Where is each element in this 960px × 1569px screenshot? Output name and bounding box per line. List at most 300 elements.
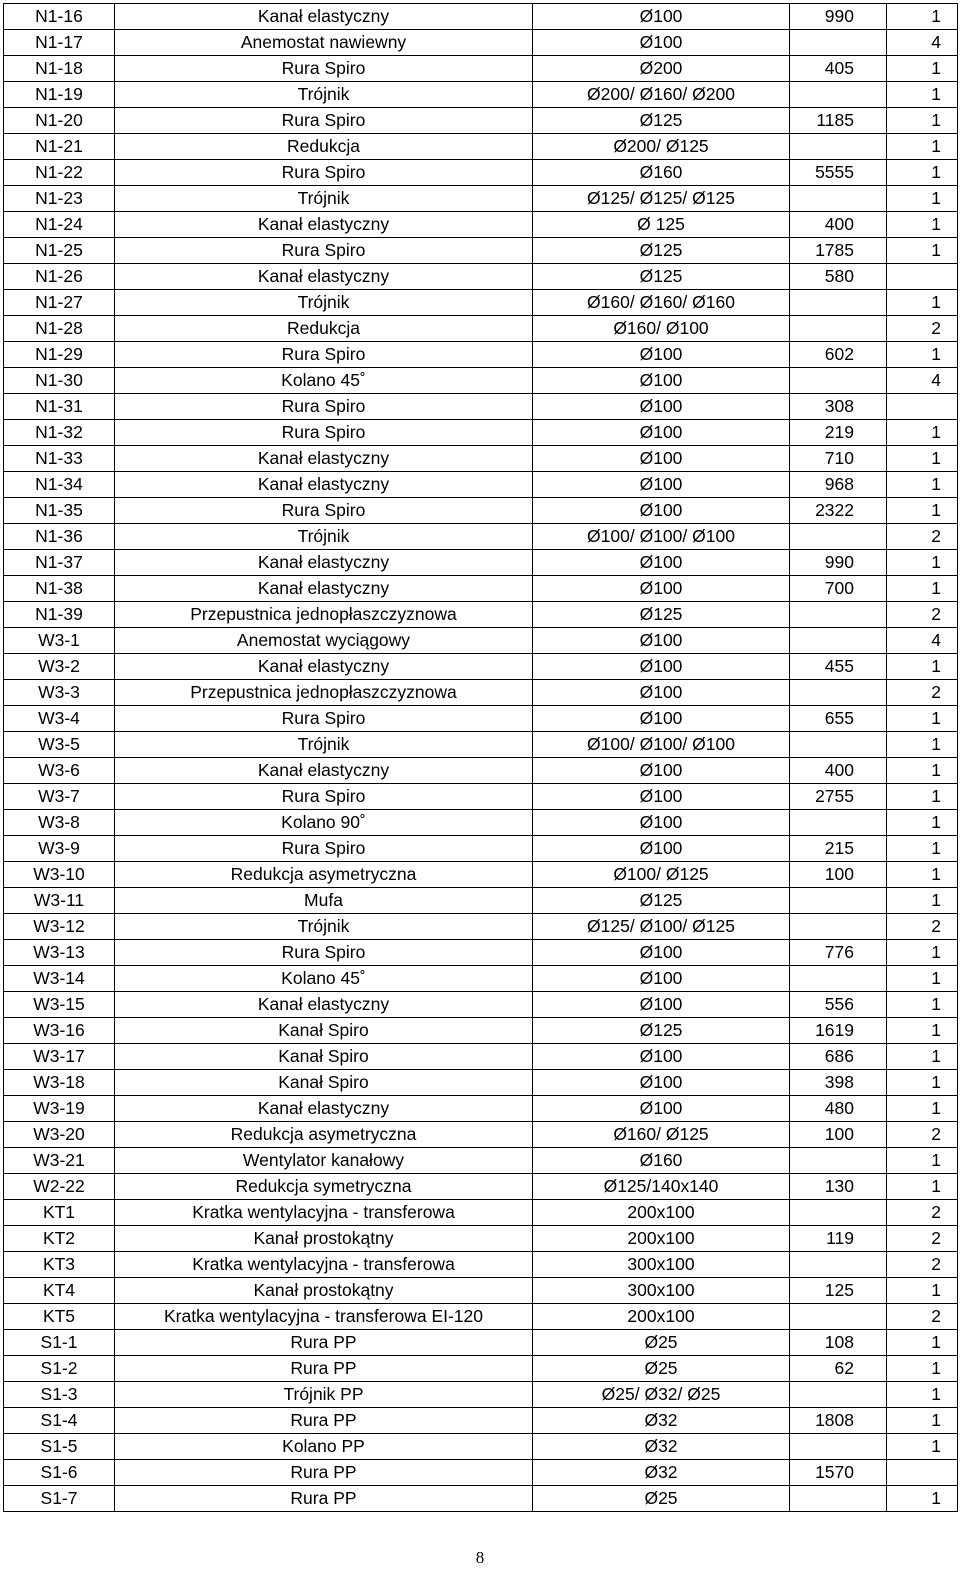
dimension-cell: Ø 125 — [533, 212, 790, 238]
table-row — [4, 1278, 958, 1304]
dimension-cell: Ø32 — [533, 1434, 790, 1460]
quantity-cell: 1 — [887, 4, 958, 30]
length-cell — [790, 1382, 887, 1408]
table-row — [4, 758, 958, 784]
dimension-cell: Ø100 — [533, 940, 790, 966]
length-cell — [790, 1304, 887, 1330]
dimension-cell: 300x100 — [533, 1278, 790, 1304]
quantity-cell: 1 — [887, 706, 958, 732]
dimension-cell: Ø100 — [533, 784, 790, 810]
length-cell — [790, 30, 887, 56]
length-cell: 480 — [790, 1096, 887, 1122]
table-row — [4, 1486, 958, 1512]
code-cell: W3-9 — [4, 836, 115, 862]
quantity-cell: 1 — [887, 758, 958, 784]
code-cell: N1-30 — [4, 368, 115, 394]
table-row — [4, 1252, 958, 1278]
dimension-cell: Ø100 — [533, 992, 790, 1018]
dimension-cell: Ø125/ Ø125/ Ø125 — [533, 186, 790, 212]
quantity-cell: 2 — [887, 1200, 958, 1226]
quantity-cell: 1 — [887, 238, 958, 264]
dimension-cell: Ø200/ Ø160/ Ø200 — [533, 82, 790, 108]
table-row — [4, 628, 958, 654]
length-cell — [790, 888, 887, 914]
table-row — [4, 1330, 958, 1356]
name-cell: Redukcja asymetryczna — [115, 862, 533, 888]
dimension-cell: Ø32 — [533, 1460, 790, 1486]
code-cell: N1-33 — [4, 446, 115, 472]
dimension-cell: Ø25 — [533, 1486, 790, 1512]
quantity-cell: 4 — [887, 30, 958, 56]
table-row — [4, 212, 958, 238]
table-row — [4, 134, 958, 160]
length-cell: 219 — [790, 420, 887, 446]
code-cell: S1-3 — [4, 1382, 115, 1408]
length-cell: 308 — [790, 394, 887, 420]
code-cell: N1-38 — [4, 576, 115, 602]
quantity-cell: 1 — [887, 1486, 958, 1512]
table-row — [4, 1356, 958, 1382]
code-cell: W3-13 — [4, 940, 115, 966]
dimension-cell: Ø100 — [533, 550, 790, 576]
length-cell — [790, 316, 887, 342]
length-cell: 119 — [790, 1226, 887, 1252]
table-row — [4, 706, 958, 732]
name-cell: Rura Spiro — [115, 706, 533, 732]
code-cell: W3-16 — [4, 1018, 115, 1044]
table-row — [4, 1434, 958, 1460]
name-cell: Przepustnica jednopłaszczyznowa — [115, 680, 533, 706]
table-row — [4, 784, 958, 810]
quantity-cell: 4 — [887, 628, 958, 654]
length-cell: 2755 — [790, 784, 887, 810]
code-cell: N1-23 — [4, 186, 115, 212]
dimension-cell: Ø125 — [533, 238, 790, 264]
table-row — [4, 394, 958, 420]
code-cell: W3-2 — [4, 654, 115, 680]
code-cell: W3-18 — [4, 1070, 115, 1096]
name-cell: Anemostat wyciągowy — [115, 628, 533, 654]
dimension-cell: Ø125 — [533, 108, 790, 134]
table-row — [4, 368, 958, 394]
code-cell: N1-28 — [4, 316, 115, 342]
table-row — [4, 1018, 958, 1044]
code-cell: N1-16 — [4, 4, 115, 30]
quantity-cell: 1 — [887, 1148, 958, 1174]
quantity-cell: 1 — [887, 1070, 958, 1096]
dimension-cell: Ø100/ Ø100/ Ø100 — [533, 732, 790, 758]
length-cell — [790, 1252, 887, 1278]
quantity-cell: 1 — [887, 576, 958, 602]
name-cell: Kratka wentylacyjna - transferowa — [115, 1200, 533, 1226]
length-cell: 968 — [790, 472, 887, 498]
name-cell: Rura Spiro — [115, 784, 533, 810]
table-row — [4, 264, 958, 290]
dimension-cell: Ø100 — [533, 810, 790, 836]
quantity-cell: 1 — [887, 160, 958, 186]
table-row — [4, 498, 958, 524]
quantity-cell — [887, 264, 958, 290]
quantity-cell: 2 — [887, 316, 958, 342]
quantity-cell: 2 — [887, 524, 958, 550]
code-cell: KT4 — [4, 1278, 115, 1304]
dimension-cell: Ø100 — [533, 30, 790, 56]
quantity-cell: 1 — [887, 446, 958, 472]
table-row — [4, 602, 958, 628]
length-cell — [790, 368, 887, 394]
dimension-cell: Ø100 — [533, 836, 790, 862]
name-cell: Trójnik — [115, 290, 533, 316]
dimension-cell: Ø160/ Ø125 — [533, 1122, 790, 1148]
table-row — [4, 30, 958, 56]
table-row — [4, 524, 958, 550]
table-row — [4, 1044, 958, 1070]
code-cell: N1-34 — [4, 472, 115, 498]
length-cell: 400 — [790, 758, 887, 784]
length-cell: 108 — [790, 1330, 887, 1356]
dimension-cell: 200x100 — [533, 1200, 790, 1226]
table-row — [4, 836, 958, 862]
quantity-cell: 2 — [887, 1304, 958, 1330]
quantity-cell: 2 — [887, 1122, 958, 1148]
dimension-cell: Ø160 — [533, 160, 790, 186]
name-cell: Rura Spiro — [115, 940, 533, 966]
name-cell: Kanał elastyczny — [115, 446, 533, 472]
length-cell — [790, 1148, 887, 1174]
table-row — [4, 732, 958, 758]
code-cell: W3-12 — [4, 914, 115, 940]
parts-table-body — [4, 4, 958, 1512]
table-row — [4, 342, 958, 368]
dimension-cell: Ø125 — [533, 264, 790, 290]
code-cell: KT2 — [4, 1226, 115, 1252]
quantity-cell: 1 — [887, 940, 958, 966]
code-cell: N1-32 — [4, 420, 115, 446]
name-cell: Kratka wentylacyjna - transferowa — [115, 1252, 533, 1278]
length-cell: 1785 — [790, 238, 887, 264]
dimension-cell: Ø100 — [533, 420, 790, 446]
name-cell: Rura PP — [115, 1486, 533, 1512]
dimension-cell: Ø100 — [533, 1070, 790, 1096]
name-cell: Kanał elastyczny — [115, 472, 533, 498]
quantity-cell: 1 — [887, 1330, 958, 1356]
name-cell: Kanał elastyczny — [115, 550, 533, 576]
length-cell — [790, 680, 887, 706]
length-cell: 455 — [790, 654, 887, 680]
code-cell: W3-8 — [4, 810, 115, 836]
name-cell: Trójnik — [115, 914, 533, 940]
name-cell: Rura Spiro — [115, 342, 533, 368]
dimension-cell: Ø25/ Ø32/ Ø25 — [533, 1382, 790, 1408]
name-cell: Kanał Spiro — [115, 1044, 533, 1070]
length-cell: 990 — [790, 4, 887, 30]
table-row — [4, 1174, 958, 1200]
name-cell: Kolano 90˚ — [115, 810, 533, 836]
quantity-cell: 1 — [887, 290, 958, 316]
length-cell: 710 — [790, 446, 887, 472]
code-cell: W3-21 — [4, 1148, 115, 1174]
code-cell: W3-17 — [4, 1044, 115, 1070]
table-row — [4, 1460, 958, 1486]
name-cell: Rura Spiro — [115, 420, 533, 446]
dimension-cell: Ø100 — [533, 342, 790, 368]
code-cell: N1-20 — [4, 108, 115, 134]
code-cell: W3-11 — [4, 888, 115, 914]
length-cell — [790, 628, 887, 654]
code-cell: S1-2 — [4, 1356, 115, 1382]
dimension-cell: Ø100 — [533, 654, 790, 680]
quantity-cell: 1 — [887, 810, 958, 836]
name-cell: Kanał elastyczny — [115, 4, 533, 30]
code-cell: W2-22 — [4, 1174, 115, 1200]
length-cell — [790, 732, 887, 758]
length-cell: 100 — [790, 862, 887, 888]
table-row — [4, 1304, 958, 1330]
length-cell — [790, 1434, 887, 1460]
name-cell: Rura PP — [115, 1460, 533, 1486]
code-cell: W3-7 — [4, 784, 115, 810]
dimension-cell: Ø100 — [533, 498, 790, 524]
length-cell: 405 — [790, 56, 887, 82]
length-cell — [790, 82, 887, 108]
quantity-cell: 1 — [887, 1174, 958, 1200]
table-row — [4, 1148, 958, 1174]
name-cell: Kratka wentylacyjna - transferowa EI-120 — [115, 1304, 533, 1330]
dimension-cell: Ø125/140x140 — [533, 1174, 790, 1200]
length-cell: 1185 — [790, 108, 887, 134]
quantity-cell: 1 — [887, 186, 958, 212]
dimension-cell: Ø160 — [533, 1148, 790, 1174]
code-cell: S1-5 — [4, 1434, 115, 1460]
length-cell: 655 — [790, 706, 887, 732]
code-cell: N1-18 — [4, 56, 115, 82]
dimension-cell: Ø100 — [533, 966, 790, 992]
length-cell: 602 — [790, 342, 887, 368]
quantity-cell: 1 — [887, 1356, 958, 1382]
code-cell: W3-20 — [4, 1122, 115, 1148]
table-row — [4, 1226, 958, 1252]
table-row — [4, 1122, 958, 1148]
quantity-cell: 1 — [887, 784, 958, 810]
length-cell — [790, 186, 887, 212]
length-cell: 580 — [790, 264, 887, 290]
code-cell: W3-1 — [4, 628, 115, 654]
name-cell: Trójnik — [115, 524, 533, 550]
dimension-cell: Ø100 — [533, 368, 790, 394]
quantity-cell: 1 — [887, 82, 958, 108]
table-row — [4, 888, 958, 914]
name-cell: Trójnik PP — [115, 1382, 533, 1408]
name-cell: Wentylator kanałowy — [115, 1148, 533, 1174]
quantity-cell: 1 — [887, 56, 958, 82]
quantity-cell: 1 — [887, 1382, 958, 1408]
length-cell: 1808 — [790, 1408, 887, 1434]
length-cell — [790, 134, 887, 160]
quantity-cell: 1 — [887, 1044, 958, 1070]
name-cell: Kanał prostokątny — [115, 1226, 533, 1252]
dimension-cell: Ø160/ Ø160/ Ø160 — [533, 290, 790, 316]
name-cell: Kanał elastyczny — [115, 212, 533, 238]
code-cell: N1-27 — [4, 290, 115, 316]
length-cell — [790, 290, 887, 316]
table-row — [4, 238, 958, 264]
quantity-cell: 1 — [887, 212, 958, 238]
length-cell: 990 — [790, 550, 887, 576]
name-cell: Trójnik — [115, 732, 533, 758]
table-row — [4, 992, 958, 1018]
table-row — [4, 4, 958, 30]
table-row — [4, 680, 958, 706]
quantity-cell: 1 — [887, 888, 958, 914]
dimension-cell: Ø100 — [533, 758, 790, 784]
dimension-cell: Ø200 — [533, 56, 790, 82]
length-cell — [790, 810, 887, 836]
table-row — [4, 1070, 958, 1096]
code-cell: N1-24 — [4, 212, 115, 238]
name-cell: Kolano PP — [115, 1434, 533, 1460]
dimension-cell: 200x100 — [533, 1226, 790, 1252]
quantity-cell: 2 — [887, 1252, 958, 1278]
quantity-cell: 1 — [887, 992, 958, 1018]
quantity-cell: 1 — [887, 342, 958, 368]
dimension-cell: Ø100 — [533, 576, 790, 602]
length-cell — [790, 966, 887, 992]
name-cell: Rura Spiro — [115, 56, 533, 82]
quantity-cell: 2 — [887, 914, 958, 940]
quantity-cell: 1 — [887, 966, 958, 992]
table-row — [4, 1382, 958, 1408]
quantity-cell: 4 — [887, 368, 958, 394]
dimension-cell: Ø100 — [533, 394, 790, 420]
name-cell: Rura Spiro — [115, 108, 533, 134]
table-row — [4, 316, 958, 342]
length-cell: 398 — [790, 1070, 887, 1096]
quantity-cell: 1 — [887, 1096, 958, 1122]
name-cell: Rura PP — [115, 1356, 533, 1382]
code-cell: N1-35 — [4, 498, 115, 524]
name-cell: Kanał prostokątny — [115, 1278, 533, 1304]
quantity-cell: 1 — [887, 550, 958, 576]
name-cell: Anemostat nawiewny — [115, 30, 533, 56]
table-row — [4, 472, 958, 498]
dimension-cell: Ø25 — [533, 1356, 790, 1382]
name-cell: Redukcja — [115, 134, 533, 160]
quantity-cell: 2 — [887, 680, 958, 706]
code-cell: S1-4 — [4, 1408, 115, 1434]
dimension-cell: Ø125 — [533, 602, 790, 628]
code-cell: N1-21 — [4, 134, 115, 160]
table-row — [4, 160, 958, 186]
dimension-cell: Ø25 — [533, 1330, 790, 1356]
name-cell: Kanał elastyczny — [115, 758, 533, 784]
length-cell: 700 — [790, 576, 887, 602]
quantity-cell: 1 — [887, 1278, 958, 1304]
quantity-cell — [887, 1460, 958, 1486]
dimension-cell: Ø160/ Ø100 — [533, 316, 790, 342]
name-cell: Przepustnica jednopłaszczyznowa — [115, 602, 533, 628]
table-row — [4, 186, 958, 212]
dimension-cell: Ø100 — [533, 1044, 790, 1070]
code-cell: S1-1 — [4, 1330, 115, 1356]
table-row — [4, 108, 958, 134]
dimension-cell: Ø100/ Ø125 — [533, 862, 790, 888]
code-cell: W3-15 — [4, 992, 115, 1018]
name-cell: Trójnik — [115, 186, 533, 212]
name-cell: Rura Spiro — [115, 836, 533, 862]
table-row — [4, 1096, 958, 1122]
length-cell: 776 — [790, 940, 887, 966]
table-row — [4, 966, 958, 992]
name-cell: Kanał elastyczny — [115, 1096, 533, 1122]
quantity-cell: 1 — [887, 862, 958, 888]
name-cell: Kanał elastyczny — [115, 576, 533, 602]
code-cell: KT1 — [4, 1200, 115, 1226]
code-cell: W3-14 — [4, 966, 115, 992]
page-number: 8 — [475, 1548, 485, 1567]
length-cell — [790, 1486, 887, 1512]
code-cell: N1-29 — [4, 342, 115, 368]
name-cell: Kanał elastyczny — [115, 264, 533, 290]
quantity-cell: 1 — [887, 1018, 958, 1044]
name-cell: Trójnik — [115, 82, 533, 108]
dimension-cell: Ø100 — [533, 680, 790, 706]
code-cell: W3-10 — [4, 862, 115, 888]
quantity-cell: 1 — [887, 108, 958, 134]
length-cell: 100 — [790, 1122, 887, 1148]
table-row — [4, 862, 958, 888]
table-row — [4, 914, 958, 940]
table-row — [4, 420, 958, 446]
code-cell: N1-25 — [4, 238, 115, 264]
code-cell: N1-31 — [4, 394, 115, 420]
code-cell: N1-26 — [4, 264, 115, 290]
code-cell: N1-22 — [4, 160, 115, 186]
table-row — [4, 290, 958, 316]
quantity-cell: 1 — [887, 1408, 958, 1434]
code-cell: S1-6 — [4, 1460, 115, 1486]
parts-table — [3, 3, 958, 1512]
table-row — [4, 56, 958, 82]
table-row — [4, 550, 958, 576]
name-cell: Kanał elastyczny — [115, 654, 533, 680]
dimension-cell: Ø32 — [533, 1408, 790, 1434]
code-cell: N1-17 — [4, 30, 115, 56]
quantity-cell: 1 — [887, 134, 958, 160]
code-cell: W3-4 — [4, 706, 115, 732]
quantity-cell: 1 — [887, 1434, 958, 1460]
quantity-cell: 1 — [887, 498, 958, 524]
name-cell: Kolano 45˚ — [115, 368, 533, 394]
name-cell: Rura Spiro — [115, 238, 533, 264]
code-cell: N1-37 — [4, 550, 115, 576]
length-cell: 556 — [790, 992, 887, 1018]
table-row — [4, 654, 958, 680]
table-row — [4, 1200, 958, 1226]
name-cell: Mufa — [115, 888, 533, 914]
table-row — [4, 446, 958, 472]
length-cell: 215 — [790, 836, 887, 862]
length-cell: 2322 — [790, 498, 887, 524]
code-cell: S1-7 — [4, 1486, 115, 1512]
table-row — [4, 810, 958, 836]
name-cell: Redukcja — [115, 316, 533, 342]
length-cell — [790, 1200, 887, 1226]
quantity-cell: 1 — [887, 732, 958, 758]
dimension-cell: Ø100/ Ø100/ Ø100 — [533, 524, 790, 550]
name-cell: Rura PP — [115, 1408, 533, 1434]
dimension-cell: 300x100 — [533, 1252, 790, 1278]
table-row — [4, 940, 958, 966]
